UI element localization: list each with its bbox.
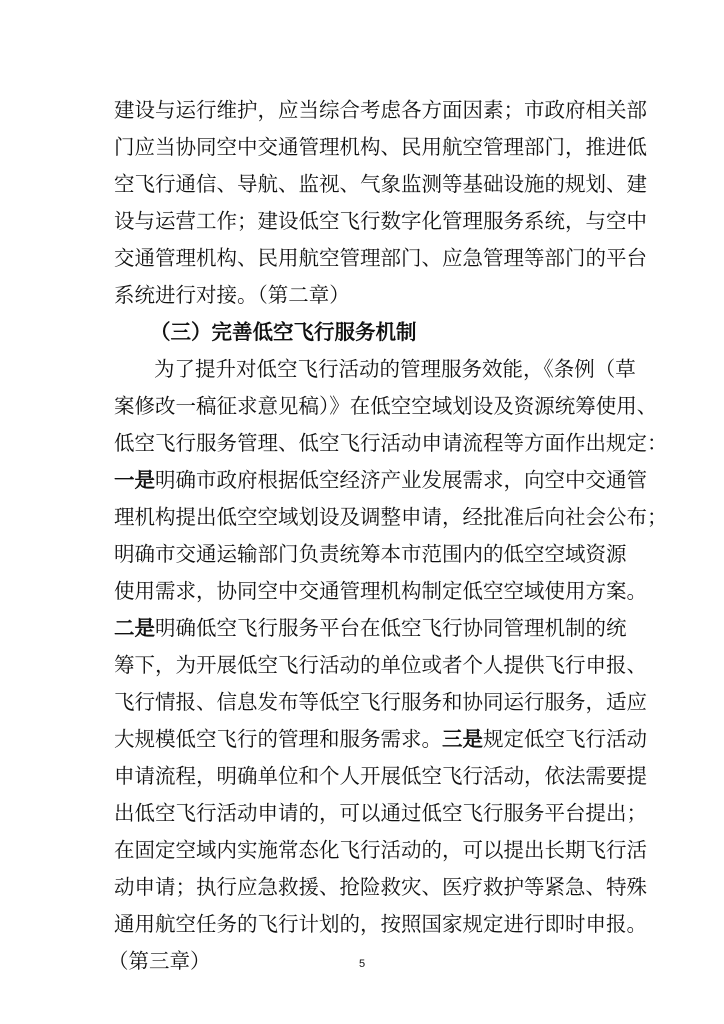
paragraph-line: 系统进行对接。（第二章）: [114, 283, 350, 307]
point-label-two: 二是: [114, 616, 155, 640]
paragraph-line: [114, 725, 647, 753]
paragraph-line: 在固定空域内实施常态化飞行活动的，可以提出长期飞行活: [114, 838, 647, 862]
point-label-one: 一是: [114, 468, 155, 492]
paragraph-line: [114, 466, 647, 494]
paragraph-line: 申请流程，明确单位和个人开展低空飞行活动，依法需要提: [114, 764, 647, 788]
paragraph-line: 低空飞行服务管理、低空飞行活动申请流程等方面作出规定：: [114, 431, 668, 455]
paragraph-line: 设与运营工作；建设低空飞行数字化管理服务系统，与空中: [114, 209, 647, 233]
paragraph-line: 飞行情报、信息发布等低空飞行服务和协同运行服务，适应: [114, 690, 647, 714]
paragraph-line: 使用需求，协同空中交通管理机构制定低空空域使用方案。: [114, 579, 647, 603]
page-number: 5: [358, 958, 366, 970]
paragraph-text: 规定低空飞行活动: [483, 727, 647, 751]
section-heading: （三）完善低空飞行服务机制: [150, 320, 417, 344]
point-label-three: 三是: [442, 727, 483, 751]
paragraph-line: 明确市交通运输部门负责统筹本市范围内的低空空域资源: [114, 542, 627, 566]
paragraph-line: 空飞行通信、导航、监视、气象监测等基础设施的规划、建: [114, 172, 647, 196]
paragraph-line: 通用航空任务的飞行计划的，按照国家规定进行即时申报。: [114, 912, 647, 936]
paragraph-line: [114, 614, 627, 642]
paragraph-line: 动申请；执行应急救援、抢险救灾、医疗救护等紧急、特殊: [114, 875, 647, 899]
paragraph-line: 理机构提出低空空域划设及调整申请，经批准后向社会公布；: [114, 505, 668, 529]
paragraph-line: 筹下，为开展低空飞行活动的单位或者个人提供飞行申报、: [114, 653, 647, 677]
paragraph-text: 明确低空飞行服务平台在低空飞行协同管理机制的统: [155, 616, 627, 640]
paragraph-line: 为了提升对低空飞行活动的管理服务效能，《条例（草: [154, 357, 636, 381]
paragraph-line: 建设与运行维护，应当综合考虑各方面因素；市政府相关部: [114, 98, 647, 122]
paragraph-line: 门应当协同空中交通管理机构、民用航空管理部门，推进低: [114, 135, 647, 159]
paragraph-line: 案修改一稿征求意见稿）》在低空空域划设及资源统筹使用、: [114, 394, 658, 418]
paragraph-line: 交通管理机构、民用航空管理部门、应急管理等部门的平台: [114, 246, 647, 270]
paragraph-text: 大规模低空飞行的管理和服务需求。: [114, 727, 442, 751]
paragraph-line: （第三章）: [108, 949, 211, 973]
paragraph-text: 明确市政府根据低空经济产业发展需求，向空中交通管: [155, 468, 647, 492]
paragraph-line: 出低空飞行活动申请的，可以通过低空飞行服务平台提出；: [114, 801, 647, 825]
